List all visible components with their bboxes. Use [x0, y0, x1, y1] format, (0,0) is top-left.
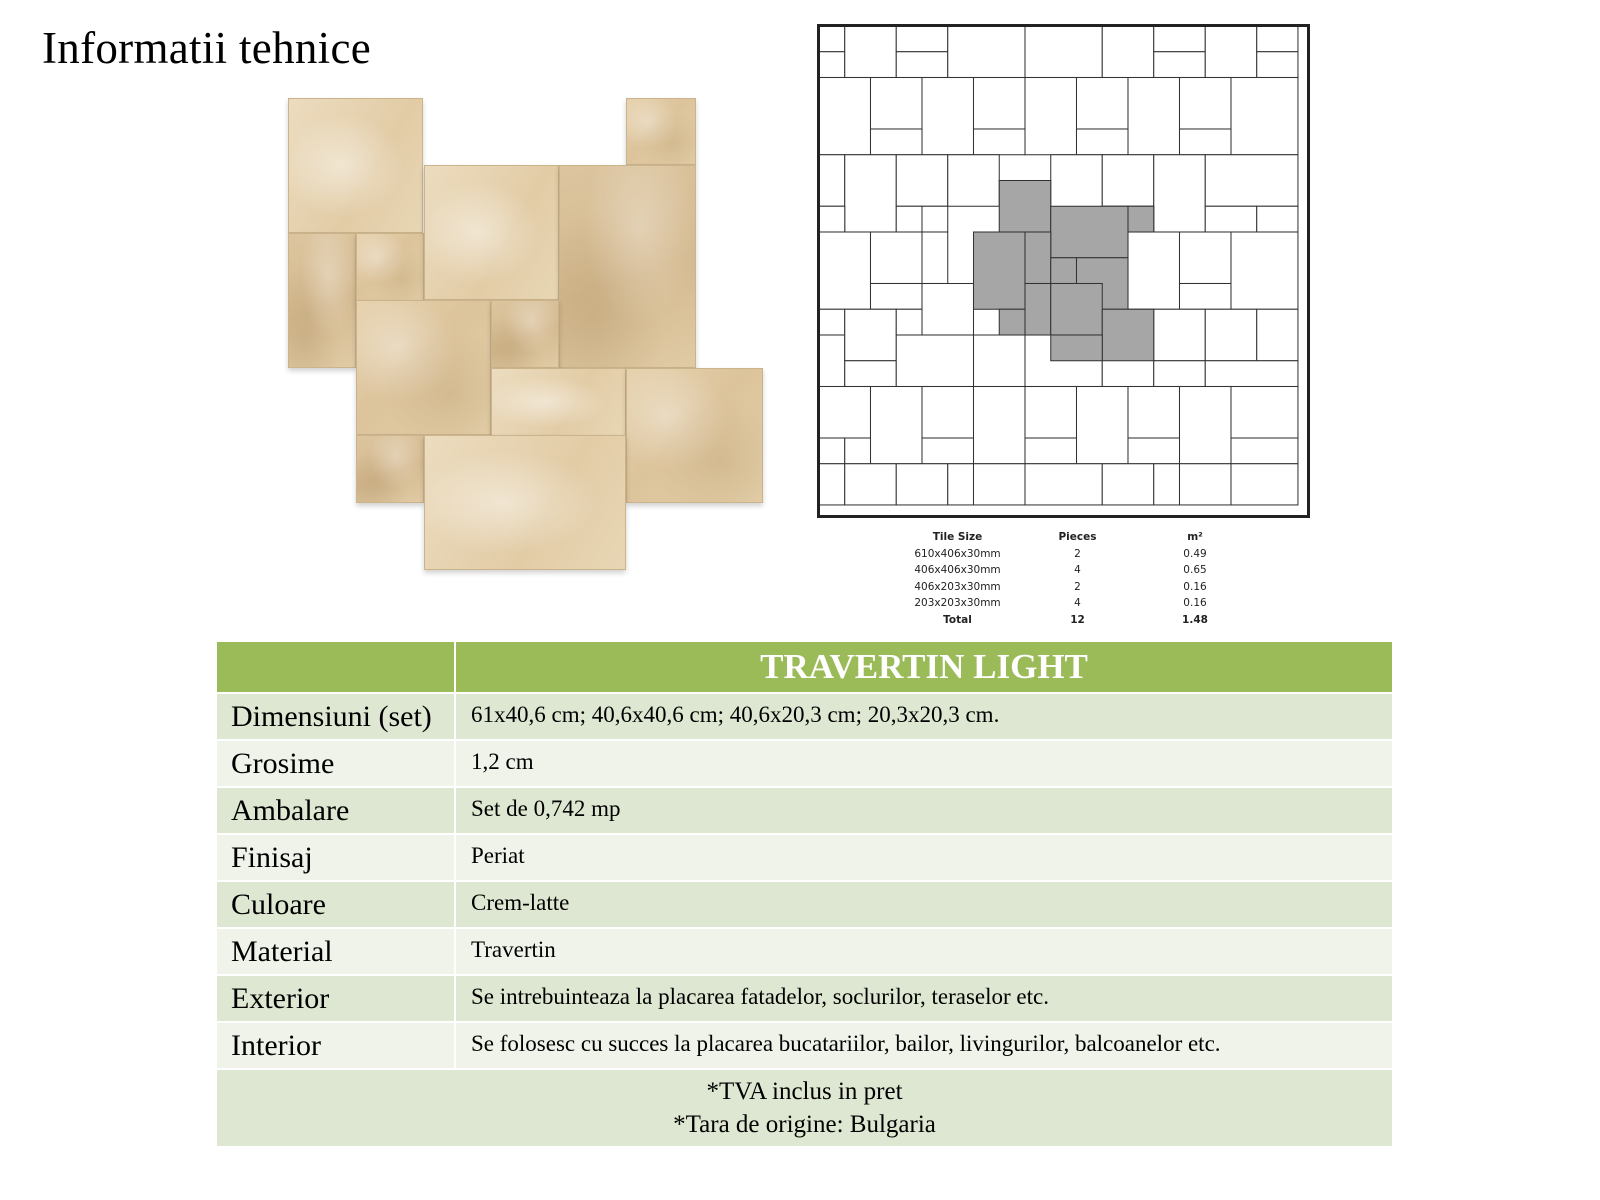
spec-footer — [216, 1069, 1393, 1147]
spec-row — [216, 834, 1393, 881]
stone-tile — [491, 368, 626, 436]
stone-tile — [356, 435, 424, 503]
stone-tile — [288, 98, 423, 233]
m2-cell: 0.16 — [1183, 580, 1207, 593]
stone-tile — [288, 233, 356, 368]
spec-label-text: Grosime — [231, 746, 335, 780]
m2-cell: 0.16 — [1183, 597, 1207, 610]
page-title: Informatii tehnice — [42, 23, 372, 73]
total-pieces: 12 — [1070, 613, 1085, 626]
col-header-tile-size: Tile Size — [932, 531, 983, 544]
pieces-cell: 4 — [1074, 597, 1081, 610]
stone-tile — [356, 233, 424, 301]
spec-label — [216, 975, 455, 1022]
spec-value — [455, 740, 1393, 787]
pieces-cell: 2 — [1074, 547, 1081, 560]
spec-header-row — [216, 641, 1393, 693]
spec-value-text: Se folosesc cu succes la placarea bucatariilor, bailor, livingurilor, balcoanelor etc. — [471, 1030, 1221, 1056]
spec-value — [455, 975, 1393, 1022]
stone-tile — [559, 165, 696, 368]
spec-label-text: Dimensiuni (set) — [231, 699, 432, 733]
tile-size-table — [880, 529, 1270, 628]
spec-label-text: Material — [231, 934, 333, 968]
table-row — [880, 579, 1270, 596]
spec-value — [455, 1022, 1393, 1069]
spec-value-text: Se intrebuinteaza la placarea fatadelor, soclurilor, teraselor etc. — [471, 983, 1049, 1009]
spec-label-text: Exterior — [231, 981, 330, 1015]
spec-value-text: Crem-latte — [471, 889, 570, 915]
spec-row — [216, 928, 1393, 975]
stone-tile — [626, 98, 696, 165]
spec-footer-row — [216, 1069, 1393, 1147]
spec-row — [216, 740, 1393, 787]
spec-table — [215, 640, 1394, 1148]
spec-row — [216, 693, 1393, 740]
spec-row — [216, 881, 1393, 928]
stone-tile — [424, 165, 559, 300]
spec-value — [455, 693, 1393, 740]
spec-value — [455, 928, 1393, 975]
spec-label-text: Finisaj — [231, 840, 313, 874]
stone-tile — [356, 300, 491, 435]
spec-label-text: Culoare — [231, 887, 326, 921]
spec-row — [216, 975, 1393, 1022]
spec-label-text: Interior — [231, 1028, 321, 1062]
tile-size-cell: 406x406x30mm — [914, 564, 1001, 577]
tile-size-cell: 203x203x30mm — [914, 597, 1001, 610]
col-header-m2: m² — [1187, 531, 1203, 544]
spec-row — [216, 1022, 1393, 1069]
spec-value — [455, 881, 1393, 928]
m2-cell: 0.49 — [1183, 547, 1207, 560]
spec-label — [216, 787, 455, 834]
tile-size-cell: 406x203x30mm — [914, 580, 1001, 593]
spec-row — [216, 787, 1393, 834]
spec-value — [455, 834, 1393, 881]
origin-note: *Tara de origine: Bulgaria — [673, 1111, 936, 1138]
spec-label-text: Ambalare — [231, 793, 350, 827]
spec-label — [216, 881, 455, 928]
spec-header-empty — [216, 641, 455, 693]
spec-label — [216, 834, 455, 881]
stone-tile — [626, 368, 763, 503]
spec-value — [455, 787, 1393, 834]
total-m2: 1.48 — [1182, 613, 1208, 626]
stone-tile — [424, 435, 626, 570]
spec-value-text: 1,2 cm — [471, 748, 534, 774]
total-label: Total — [943, 613, 972, 626]
col-header-pieces: Pieces — [1058, 531, 1097, 544]
m2-cell: 0.65 — [1183, 564, 1207, 577]
spec-value-text: Periat — [471, 842, 525, 868]
stone-tile — [491, 300, 559, 368]
table-total-row — [880, 612, 1270, 629]
product-name: TRAVERTIN LIGHT — [455, 641, 1393, 693]
pieces-cell: 2 — [1074, 580, 1081, 593]
spec-value-text: Set de 0,742 mp — [471, 795, 621, 821]
spec-label — [216, 928, 455, 975]
spec-value-text: 61x40,6 cm; 40,6x40,6 cm; 40,6x20,3 cm; 20,3x20,3 cm. — [471, 701, 1000, 727]
spec-label — [216, 1022, 455, 1069]
spec-label — [216, 740, 455, 787]
laying-pattern-diagram — [817, 24, 1310, 518]
table-row — [880, 562, 1270, 579]
spec-label — [216, 693, 455, 740]
spec-value-text: Travertin — [471, 936, 556, 962]
vat-note: *TVA inclus in pret — [706, 1078, 903, 1105]
tile-size-cell: 610x406x30mm — [914, 547, 1001, 560]
table-row — [880, 595, 1270, 612]
table-row — [880, 546, 1270, 563]
pieces-cell: 4 — [1074, 564, 1081, 577]
